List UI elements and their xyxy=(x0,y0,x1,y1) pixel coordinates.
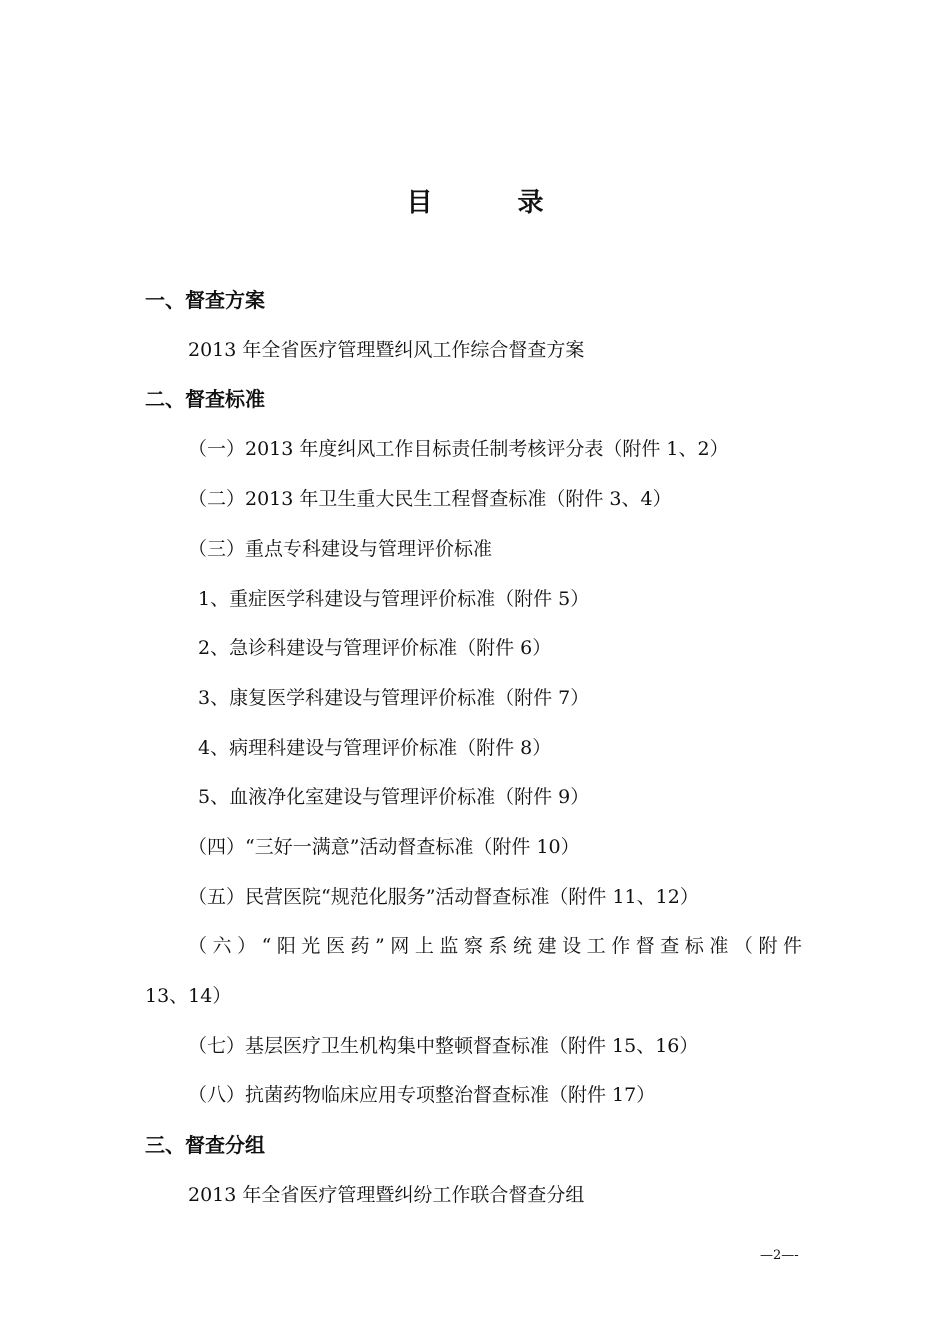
toc-item: 2013 年全省医疗管理暨纠纷工作联合督查分组 xyxy=(188,1184,585,1206)
page-number: —2—- xyxy=(760,1248,799,1263)
toc-item: 3、康复医学科建设与管理评价标准（附件 7） xyxy=(198,687,590,709)
toc-item: （三）重点专科建设与管理评价标准 xyxy=(188,538,493,560)
toc-item: （四）“三好一满意”活动督查标准（附件 10） xyxy=(188,836,580,858)
toc-item: （一）2013 年度纠风工作目标责任制考核评分表（附件 1、2） xyxy=(188,438,729,460)
page-title: 目 录 xyxy=(406,188,582,218)
toc-item: （五）民营医院“规范化服务”活动督查标准（附件 11、12） xyxy=(188,886,699,908)
toc-item: （二）2013 年卫生重大民生工程督查标准（附件 3、4） xyxy=(188,488,672,510)
toc-item: 2013 年全省医疗管理暨纠风工作综合督查方案 xyxy=(188,339,585,361)
section-heading-plan: 一、督查方案 xyxy=(145,288,265,312)
toc-item: （六）“阳光医药”网上监察系统建设工作督查标准（附件 xyxy=(188,935,802,957)
section-heading-groups: 三、督查分组 xyxy=(145,1133,265,1157)
toc-item: （八）抗菌药物临床应用专项整治督查标准（附件 17） xyxy=(188,1084,656,1106)
toc-item: （七）基层医疗卫生机构集中整顿督查标准（附件 15、16） xyxy=(188,1035,699,1057)
toc-item: 4、病理科建设与管理评价标准（附件 8） xyxy=(198,737,552,759)
toc-item: 1、重症医学科建设与管理评价标准（附件 5） xyxy=(198,588,590,610)
section-heading-standards: 二、督查标准 xyxy=(145,387,265,411)
toc-item-continuation: 13、14） xyxy=(145,985,232,1007)
toc-item: 5、血液净化室建设与管理评价标准（附件 9） xyxy=(198,786,590,808)
toc-item: 2、急诊科建设与管理评价标准（附件 6） xyxy=(198,637,552,659)
